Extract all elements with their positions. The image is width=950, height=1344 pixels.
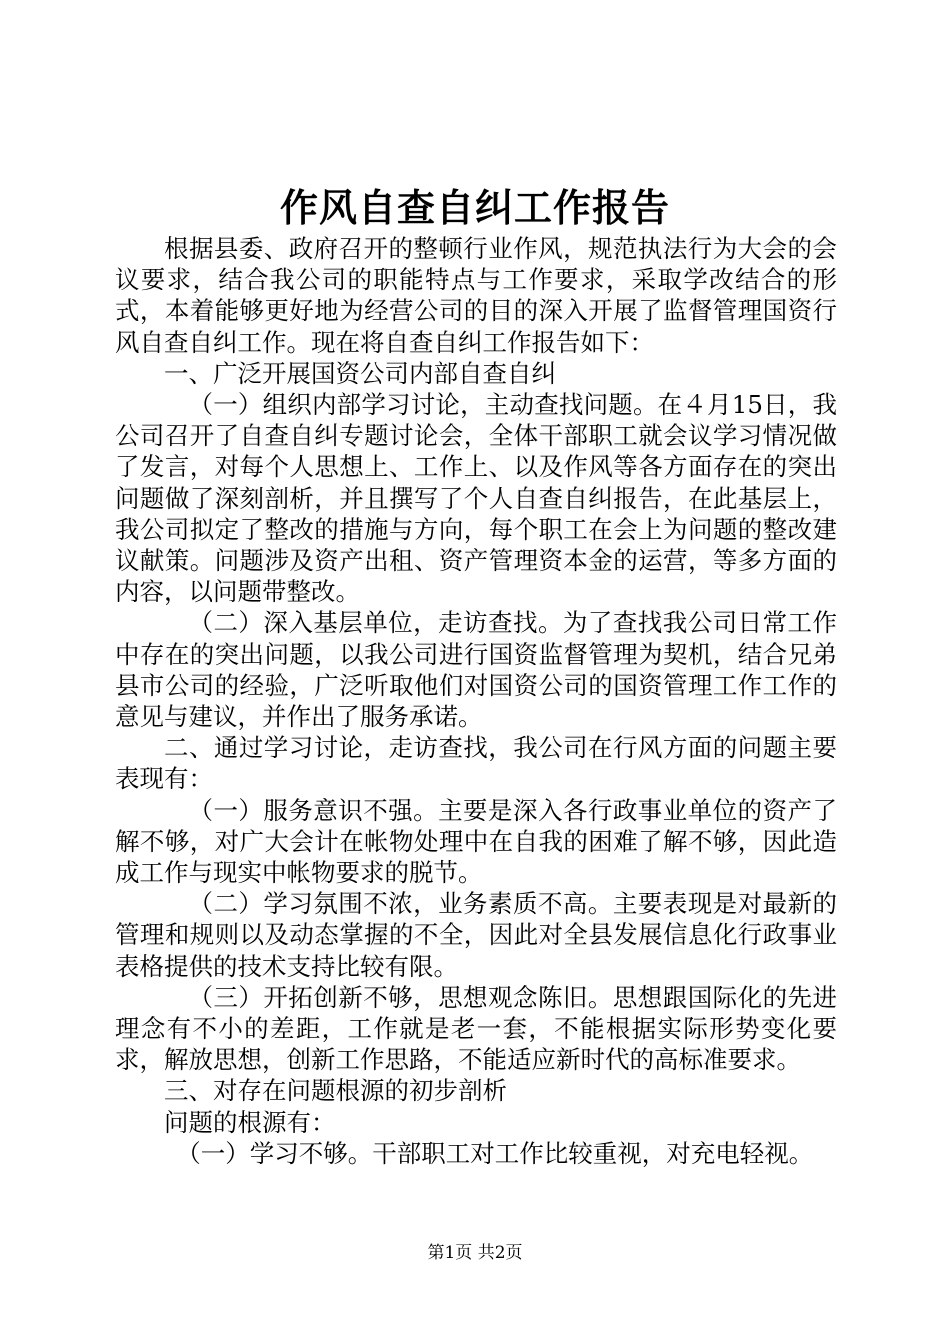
page-number-footer: 第1页 共2页	[427, 1243, 523, 1263]
document-title: 作风自查自纠工作报告	[279, 185, 670, 230]
section-heading-1: 一、广泛开展国资公司内部自查自纠	[164, 358, 556, 388]
paragraph-3-1: （一）学习不够。干部职工对工作比较重视，对充电轻视。	[176, 1138, 814, 1168]
paragraph-root-causes: 问题的根源有：	[164, 1107, 336, 1137]
paragraph-2-1: （一）服务意识不强。主要是深入各行政事业单位的资产了解不够，对广大会计在帐物处理中在自我的困难了解不够，因此造成工作与现实中帐物要求的脱节。	[115, 795, 837, 888]
paragraph-2-2: （二）学习氛围不浓，业务素质不高。主要表现是对最新的管理和规则以及动态掌握的不全，因此对全县发展信息化行政事业表格提供的技术支持比较有限。	[115, 889, 837, 981]
section-heading-3: 三、对存在问题根源的初步剖析	[164, 1076, 507, 1106]
paragraph-1-2: （二）深入基层单位，走访查找。为了查找我公司日常工作中存在的突出问题，以我公司进行国资监督管理为契机，结合兄弟县市公司的经验，广泛听取他们对国资公司的国资管理工作工作的意见与建议，并作出了服务承诺。	[115, 608, 837, 732]
paragraph-intro: 根据县委、政府召开的整顿行业作风，规范执法行为大会的会议要求，结合我公司的职能特点与工作要求，采取学改结合的形式，本着能够更好地为经营公司的目的深入开展了监督管理国资行风自查自纠工作。现在将自查自纠工作报告如下：	[115, 234, 837, 357]
document-body	[115, 233, 837, 1169]
paragraph-2-3: （三）开拓创新不够，思想观念陈旧。思想跟国际化的先进理念有不小的差距，工作就是老一套，不能根据实际形势变化要求，解放思想，创新工作思路，不能适应新时代的高标准要求。	[115, 982, 837, 1075]
section-heading-2: 二、通过学习讨论，走访查找，我公司在行风方面的问题主要表现有：	[115, 733, 837, 794]
paragraph-1-1: （一）组织内部学习讨论，主动查找问题。在４月15日，我公司召开了自查自纠专题讨论会，全体干部职工就会议学习情况做了发言，对每个人思想上、工作上、以及作风等各方面存在的突出问题做了深刻剖析，并且撰写了个人自查自纠报告，在此基层上，我公司拟定了整改的措施与方向，每个职工在会上为问题的整改建议献策。问题涉及资产出租、资产管理资本金的运营，等多方面的内容，以问题带整改。	[115, 390, 837, 607]
